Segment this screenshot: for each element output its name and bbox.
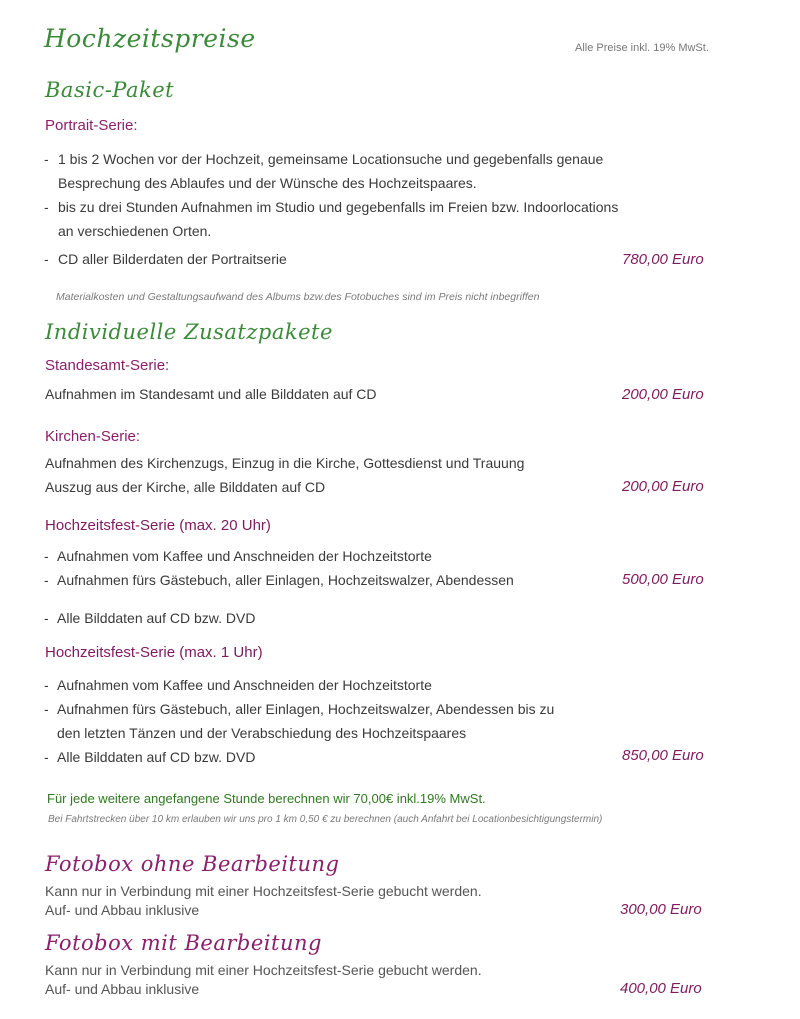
- bullet: -: [44, 572, 49, 588]
- kirche-price: 200,00 Euro: [622, 478, 704, 495]
- list-item: Aufnahmen fürs Gästebuch, aller Einlagen, Hochzeitswalzer, Abendessen bis zu: [57, 701, 555, 717]
- fotobox2-line: Kann nur in Verbindung mit einer Hochzeitsfest-Serie gebucht werden.: [45, 962, 482, 978]
- kirche-title: Kirchen-Serie:: [45, 428, 141, 445]
- bullet: -: [44, 151, 49, 167]
- kirche-line: Auszug aus der Kirche, alle Bilddaten auf CD: [45, 479, 326, 495]
- standesamt-text: Aufnahmen im Standesamt und alle Bilddaten auf CD: [45, 386, 377, 402]
- fotobox1-line: Auf- und Abbau inklusive: [45, 902, 200, 918]
- page-title: Hochzeitspreise: [44, 24, 256, 53]
- basic-footnote: Materialkosten und Gestaltungsaufwand des Albums bzw.des Fotobuches sind im Preis nicht inbegriffen: [56, 291, 540, 303]
- fotobox2-heading: Fotobox mit Bearbeitung: [45, 931, 322, 955]
- list-item: Aufnahmen fürs Gästebuch, aller Einlagen, Hochzeitswalzer, Abendessen: [57, 572, 514, 588]
- hour-note: Für jede weitere angefangene Stunde berechnen wir 70,00€ inkl.19% MwSt.: [47, 791, 486, 806]
- list-item: 1 bis 2 Wochen vor der Hochzeit, gemeinsame Locationsuche und gegebenfalls genaue: [58, 151, 604, 167]
- fotobox2-price: 400,00 Euro: [620, 980, 702, 997]
- list-item: Aufnahmen vom Kaffee und Anschneiden der Hochzeitstorte: [57, 548, 432, 564]
- bullet: -: [44, 749, 49, 765]
- list-item: Alle Bilddaten auf CD bzw. DVD: [57, 610, 256, 626]
- basic-heading: Basic-Paket: [45, 78, 175, 102]
- fotobox2-line: Auf- und Abbau inklusive: [45, 981, 200, 997]
- fotobox1-price: 300,00 Euro: [620, 901, 702, 918]
- standesamt-price: 200,00 Euro: [622, 386, 704, 403]
- standesamt-title: Standesamt-Serie:: [45, 357, 170, 374]
- fotobox1-heading: Fotobox ohne Bearbeitung: [45, 852, 340, 876]
- bullet: -: [44, 610, 49, 626]
- bullet: -: [44, 548, 49, 564]
- fest1-price: 850,00 Euro: [622, 747, 704, 764]
- fest20-title: Hochzeitsfest-Serie (max. 20 Uhr): [45, 517, 271, 534]
- list-item: CD aller Bilderdaten der Portraitserie: [58, 251, 287, 267]
- extras-heading: Individuelle Zusatzpakete: [45, 320, 333, 344]
- basic-price: 780,00 Euro: [622, 251, 704, 268]
- fest20-price: 500,00 Euro: [622, 571, 704, 588]
- fest1-title: Hochzeitsfest-Serie (max. 1 Uhr): [45, 644, 263, 661]
- travel-note: Bei Fahrtstrecken über 10 km erlauben wir uns pro 1 km 0,50 € zu berechnen (auch Anfahrt bei Locationbesichtigungstermin): [48, 814, 603, 825]
- bullet: -: [44, 701, 49, 717]
- bullet: -: [44, 677, 49, 693]
- bullet: -: [44, 199, 49, 215]
- list-item: bis zu drei Stunden Aufnahmen im Studio und gegebenfalls im Freien bzw. Indoorlocations: [58, 199, 619, 215]
- list-item: Alle Bilddaten auf CD bzw. DVD: [57, 749, 256, 765]
- kirche-line: Aufnahmen des Kirchenzugs, Einzug in die Kirche, Gottesdienst und Trauung: [45, 455, 525, 471]
- list-item: Aufnahmen vom Kaffee und Anschneiden der Hochzeitstorte: [57, 677, 432, 693]
- fotobox1-line: Kann nur in Verbindung mit einer Hochzeitsfest-Serie gebucht werden.: [45, 883, 482, 899]
- list-item: den letzten Tänzen und der Verabschiedung des Hochzeitspaares: [57, 725, 467, 741]
- list-item: an verschiedenen Orten.: [58, 223, 212, 239]
- vat-note: Alle Preise inkl. 19% MwSt.: [575, 42, 709, 54]
- bullet: -: [44, 251, 49, 267]
- portrait-title: Portrait-Serie:: [45, 117, 138, 134]
- list-item: Besprechung des Ablaufes und der Wünsche des Hochzeitspaares.: [58, 175, 477, 191]
